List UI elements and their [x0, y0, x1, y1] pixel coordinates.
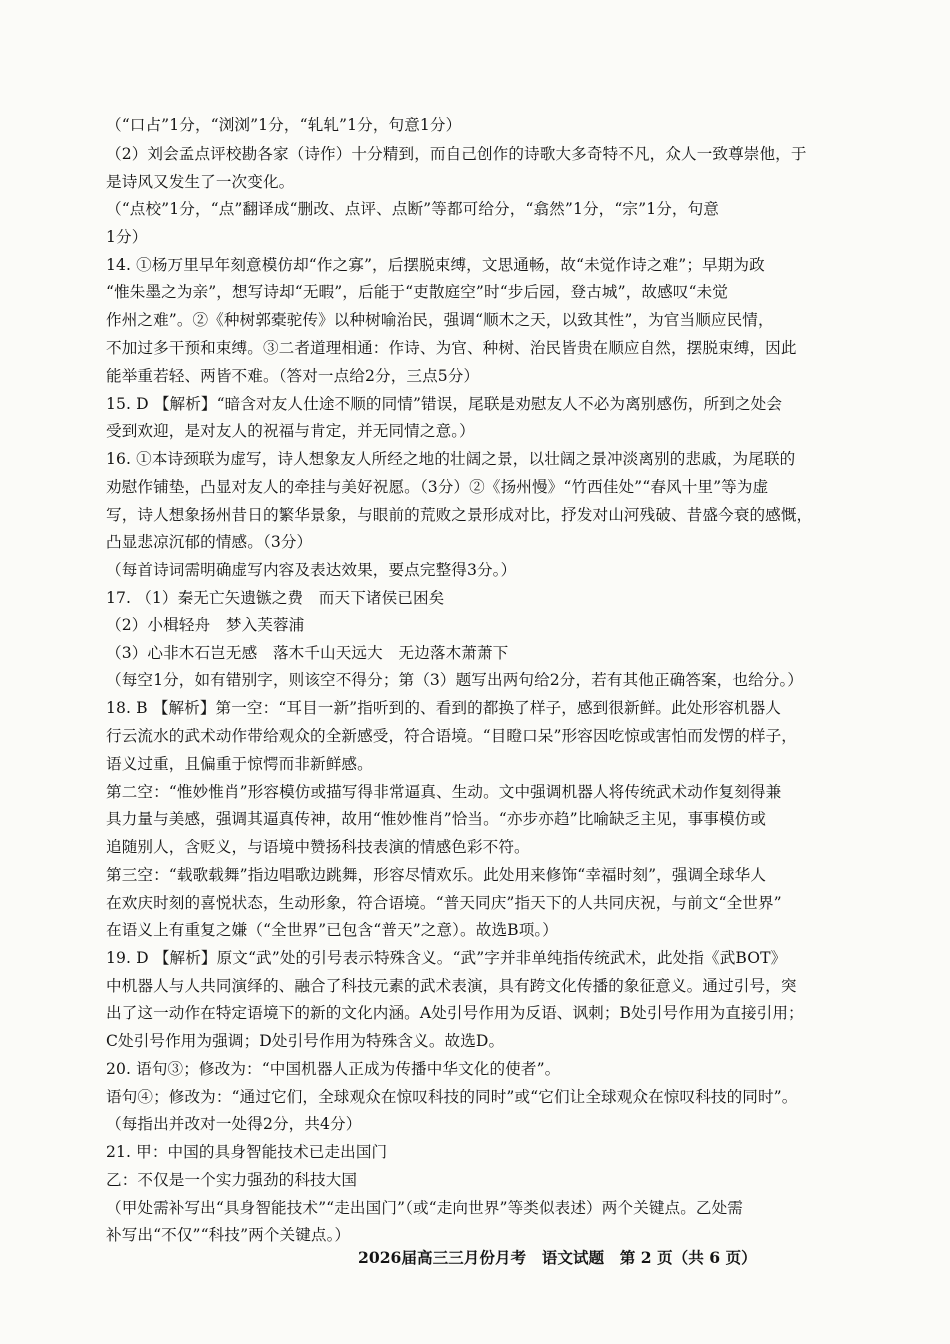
text-line: 在语义上有重复之嫌（“全世界”已包含“普天”之意）。故选B项。） [106, 921, 558, 939]
text-line: 第二空：“惟妙惟肖”形容模仿或描写得非常逼真、生动。文中强调机器人将传统武术动作复刻得兼 [106, 783, 782, 801]
text-line: 19. D 【解析】原文“武”处的引号表示特殊含义。“武”字并非单纯指传统武术，此处指《武BOT》 [106, 949, 787, 967]
text-line: 中机器人与人共同演绎的、融合了科技元素的武术表演，具有跨文化传播的象征意义。通过引号，突 [106, 977, 797, 995]
text-line: （每首诗词需明确虚写内容及表达效果，要点完整得3分。） [106, 561, 517, 579]
text-line: 1分） [106, 228, 148, 246]
text-line: 16. ①本诗颈联为虚写，诗人想象友人所经之地的壮阔之景，以壮阔之景冲淡离别的悲戚，为尾联的 [106, 450, 796, 468]
text-line: “惟朱墨之为亲”，想写诗却“无暇”，后能于“吏散庭空”时“步后园，登古城”，故感叹“未觉 [106, 283, 728, 301]
text-line: 补写出“不仅”“科技”两个关键点。） [106, 1226, 351, 1244]
text-line: （甲处需补写出“具身智能技术”“走出国门”（或“走向世界”等类似表述）两个关键点。乙处需 [106, 1199, 743, 1217]
text-line: （3）心非木石岂无感 落木千山天远大 无边落木萧萧下 [106, 644, 509, 662]
text-line: （2）刘会孟点评校勘各家（诗作）十分精到，而自己创作的诗歌大多奇特不凡，众人一致尊崇他，于 [106, 145, 807, 163]
text-line: 在欢庆时刻的喜悦状态，生动形象，符合语境。“普天同庆”指天下的人共同庆祝，与前文“全世界” [106, 894, 782, 912]
text-line: 语义过重，且偏重于惊愕而非新鲜感。 [106, 755, 373, 773]
page-footer: 2026届高三三月份月考 语文试题 第 2 页（共 6 页） [358, 1248, 757, 1267]
text-line: 15. D 【解析】“暗含对友人仕途不顺的同情”错误，尾联是劝慰友人不必为离别感伤，所到之处会 [106, 395, 783, 413]
text-line: 20. 语句③；修改为：“中国机器人正成为传播中华文化的使者”。 [106, 1060, 561, 1078]
text-line: 作州之难”。②《种树郭橐驼传》以种树喻治民，强调“顺木之天，以致其性”，为官当顺应民情， [106, 311, 774, 329]
text-line: 行云流水的武术动作带给观众的全新感受，符合语境。“目瞪口呆”形容因吃惊或害怕而发愣的样子， [106, 727, 797, 745]
text-line: （每指出并改对一处得2分，共4分） [106, 1115, 362, 1133]
text-line: 第三空：“载歌载舞”指边唱歌边跳舞，形容尽情欢乐。此处用来修饰“幸福时刻”，强调全球华人 [106, 866, 767, 884]
text-line: 能举重若轻、两皆不难。（答对一点给2分，三点5分） [106, 367, 480, 385]
text-line: （“口占”1分，“浏浏”1分，“轧轧”1分，句意1分） [106, 116, 462, 134]
text-line: （“点校”1分，“点”翻译成“删改、点评、点断”等都可给分，“翕然”1分，“宗”1分，句意 [106, 200, 719, 218]
text-line: 凸显悲凉沉郁的情感。（3分） [106, 533, 313, 551]
text-line: （每空1分，如有错别字，则该空不得分；第（3）题写出两句给2分，若有其他正确答案，也给分。） [106, 671, 804, 689]
text-line: 语句④；修改为：“通过它们，全球观众在惊叹科技的同时”或“它们让全球观众在惊叹科技的同时”。 [106, 1088, 798, 1106]
text-line: 17. （1）秦无亡矢遗镞之费 而天下诸侯已困矣 [106, 589, 445, 607]
text-line: 具力量与美感，强调其逼真传神，故用“惟妙惟肖”恰当。“亦步亦趋”比喻缺乏主见，事事模仿或 [106, 810, 767, 828]
text-line: （2）小楫轻舟 梦入芙蓉浦 [106, 616, 305, 634]
text-line: 出了这一动作在特定语境下的新的文化内涵。A处引号作用为反语、讽刺；B处引号作用为直接引用； [106, 1004, 804, 1022]
text-line: 劝慰作铺垫，凸显对友人的牵挂与美好祝愿。（3分）②《扬州慢》“竹西佳处”“春风十里”等为虚 [106, 478, 769, 496]
text-line: C处引号作用为强调；D处引号作用为特殊含义。故选D。 [106, 1032, 505, 1050]
text-line: 21. 甲：中国的具身智能技术已走出国门 [106, 1143, 388, 1161]
text-line: 是诗风又发生了一次变化。 [106, 173, 295, 191]
text-line: 追随别人，含贬义，与语境中赞扬科技表演的情感色彩不符。 [106, 838, 530, 856]
text-line: 写，诗人想象扬州昔日的繁华景象，与眼前的荒败之景形成对比，抒发对山河残破、昔盛今衰的感慨， [106, 506, 813, 524]
text-line: 不加过多干预和束缚。③二者道理相通：作诗、为官、种树、治民皆贵在顺应自然，摆脱束缚，因此 [106, 339, 797, 357]
text-line: 14. ①杨万里早年刻意模仿却“作之寡”，后摆脱束缚，文思通畅，故“未觉作诗之难”；早期为政 [106, 256, 765, 274]
text-line: 受到欢迎，是对友人的祝福与肯定，并无同情之意。） [106, 422, 475, 440]
text-line: 18. B 【解析】第一空：“耳目一新”指听到的、看到的都换了样子，感到很新鲜。此处形容机器人 [106, 699, 781, 717]
text-line: 乙：不仅是一个实力强劲的科技大国 [106, 1171, 358, 1189]
